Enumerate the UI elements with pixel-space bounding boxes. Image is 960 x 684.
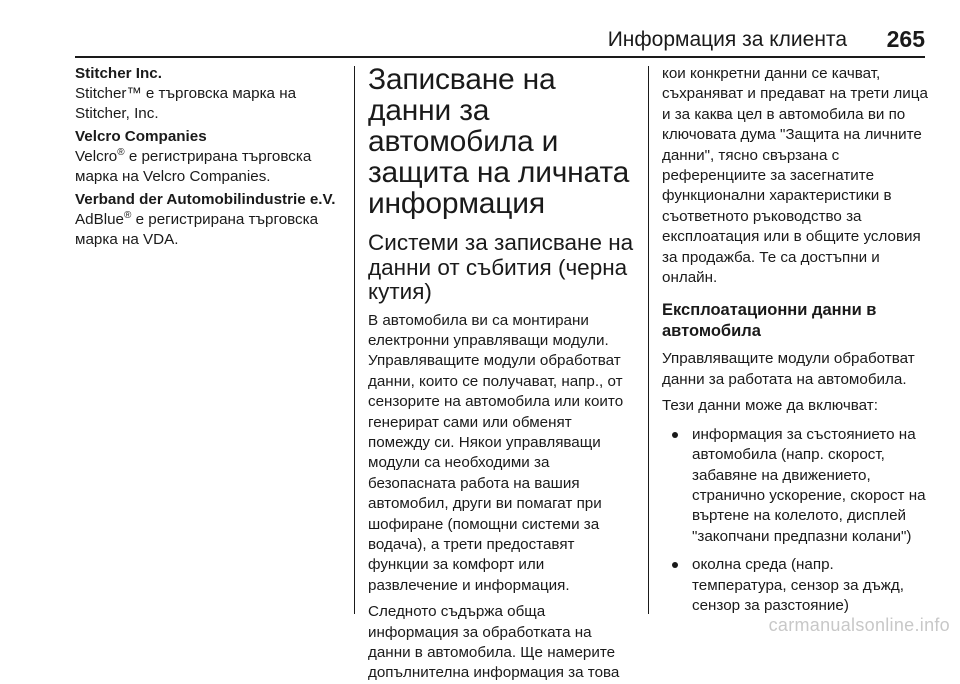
bullet-list xyxy=(662,425,930,617)
trademark-owner: Verband der Automobilindustrie e.V. xyxy=(75,190,336,208)
trademark-owner: Velcro Companies xyxy=(75,127,207,145)
bullet-icon xyxy=(672,432,678,438)
body-paragraph: Управляващите модули обработват данни за работата на автомобила. xyxy=(662,350,915,388)
trademark-text xyxy=(75,147,345,188)
trademark-text xyxy=(75,210,345,251)
body-paragraph: Тези данни може да включват: xyxy=(662,397,878,415)
trademark-entry xyxy=(75,190,345,251)
list-item-text: околна среда (напр. температура, сензор за дъжд, сензор за разстояние) xyxy=(692,556,905,614)
header-title: Информация за клиента xyxy=(607,28,847,51)
body-paragraph: кои конкретни данни се качват, съхраняват и предават на трети лица и за каква цел в автомобила ви по ключовата дума "Защита на личните данни", тясно свързана с референциите за засегнатите функционални характеристики в съответното ръководство за експлоатация или в общите условия за продажба. Те са достъпни и онлайн. xyxy=(662,65,928,287)
section-heading: Записване на данни за автомобила и защита на личната информация xyxy=(368,63,630,220)
trademark-entry xyxy=(75,64,345,125)
column-divider xyxy=(354,66,355,614)
column-divider xyxy=(648,66,649,614)
registered-mark: ® xyxy=(117,146,125,158)
subsection-heading: Системи за записване на данни от събития (черна кутия) xyxy=(368,230,634,304)
trademark-entry xyxy=(75,127,345,188)
body-paragraph: В автомобила ви са монтирани електронни управляващи модули. Управляващите модули обработват данни, които се получават, напр., от сензорите на автомобила или които генерират сами или обменят помежду си. Някои управляващи модули са необходими за безопасната работа на вашия автомобил, други ви помагат при шофиране (помощни системи за водача), а трети предоставят функции за комфорт или развлечение и информация. xyxy=(368,311,624,594)
page-header xyxy=(75,22,925,58)
brand-name: AdBlue xyxy=(75,210,124,228)
column-data-recording xyxy=(368,64,634,684)
bullet-icon xyxy=(672,562,678,568)
list-item-text: информация за състоянието на автомобила (напр. скорост, забавяне на движението, странично ускорение, скорост на въртене на колелото, дисплей "закопчани предпазни колани") xyxy=(692,425,926,545)
trademark-text-rest: е регистрирана търговска марка на VDA. xyxy=(75,210,319,249)
list-item xyxy=(662,555,930,616)
page-number: 265 xyxy=(886,26,925,52)
column-operating-data xyxy=(662,64,930,624)
registered-mark: ® xyxy=(123,209,132,221)
trademark-text-rest: е регистрирана търговска марка на Velcro Companies. xyxy=(75,147,312,186)
trademark-text: Stitcher™ е търговска марка на Stitcher, Inc. xyxy=(75,85,297,123)
brand-name: Velcro xyxy=(75,147,118,165)
section-heading: Експлоатационни данни в автомобила xyxy=(662,301,877,340)
trademark-owner: Stitcher Inc. xyxy=(75,65,162,82)
body-paragraph: Следното съдържа обща информация за обработката на данни в автомобила. Ще намерите допълнителна информация за това xyxy=(368,603,620,682)
list-item xyxy=(662,425,930,547)
watermark: carmanualsonline.info xyxy=(768,615,950,635)
column-trademarks xyxy=(75,64,345,252)
